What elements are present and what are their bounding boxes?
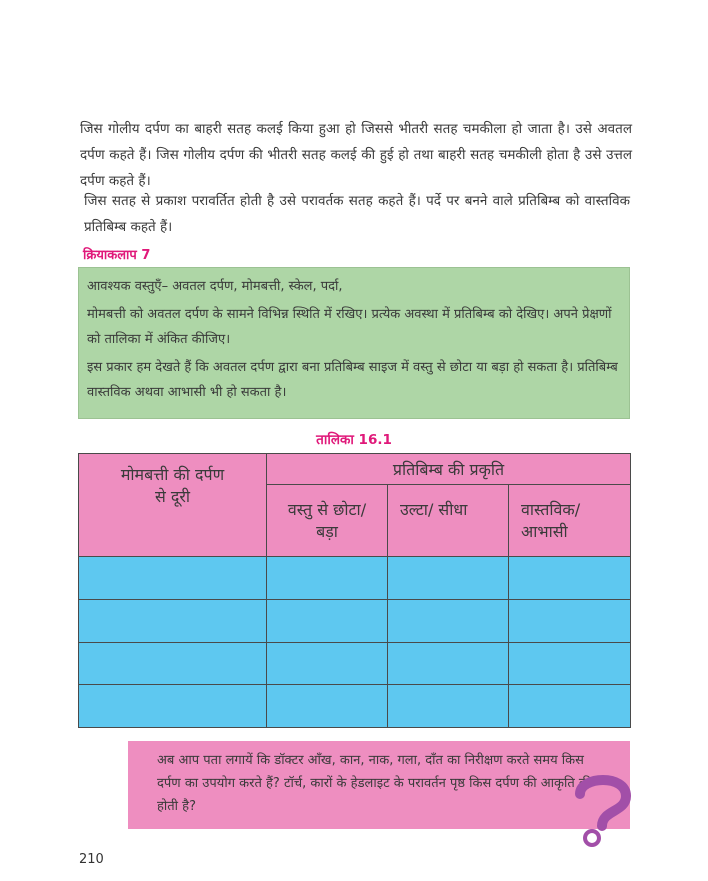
activity-observation: इस प्रकार हम देखते हैं कि अवतल दर्पण द्वारा बना प्रतिबिम्ब साइज में वस्तु से छोटा या बड़ा हो सकता है। प्रतिबिम्ब वास्तविक अथवा आभासी भी हो सकता है।	[87, 360, 618, 400]
header-real-virtual: वास्तविक/ आभासी	[509, 485, 631, 557]
header-orientation: उल्टा/ सीधा	[388, 485, 509, 557]
question-mark-icon	[570, 772, 636, 852]
observation-table	[78, 453, 631, 728]
header-candle-distance: मोमबत्ती की दर्पण से दूरी	[79, 454, 267, 557]
table-caption: तालिका 16.1	[316, 432, 392, 448]
table-row	[79, 599, 631, 642]
activity-materials: आवश्यक वस्तुएँ– अवतल दर्पण, मोमबत्ती, स्केल, पर्दा,	[87, 279, 343, 294]
question-text: अब आप पता लगायें कि डॉक्टर आँख, कान, नाक, गला, दाँत का निरीक्षण करते समय किस दर्पण का उपयोग करते हैं? टॉर्च, कारों के हेडलाइट के परावर्तन पृष्ठ किस दर्पण की आकृति की होती है?	[157, 753, 593, 814]
definition-paragraph: जिस सतह से प्रकाश परावर्तित होती है उसे परावर्तक सतह कहते हैं। पर्दे पर बनने वाले प्रतिबिम्ब को वास्तविक प्रतिबिम्ब कहते हैं।	[84, 193, 630, 235]
header-size: वस्तु से छोटा/बड़ा	[267, 485, 388, 557]
table-header-row	[79, 454, 631, 485]
page-number: 210	[79, 852, 104, 867]
table-row	[79, 685, 631, 728]
activity-title: क्रियाकलाप 7	[83, 248, 151, 263]
header-image-nature: प्रतिबिम्ब की प्रकृति	[267, 454, 631, 485]
table-row	[79, 557, 631, 600]
intro-paragraph: जिस गोलीय दर्पण का बाहरी सतह कलई किया हुआ हो जिससे भीतरी सतह चमकीला हो जाता है। उसे अवतल दर्पण कहते हैं। जिस गोलीय दर्पण की भीतरी सतह कलई की हुई हो तथा बाहरी सतह चमकीली होता है उसे उत्तल दर्पण कहते हैं।	[80, 121, 632, 189]
activity-box	[78, 267, 630, 419]
table-row	[79, 642, 631, 685]
activity-instructions: मोमबत्ती को अवतल दर्पण के सामने विभिन्न स्थिति में रखिए। प्रत्येक अवस्था में प्रतिबिम्ब को देखिए। अपने प्रेक्षणों को तालिका में अंकित कीजिए।	[87, 307, 612, 347]
